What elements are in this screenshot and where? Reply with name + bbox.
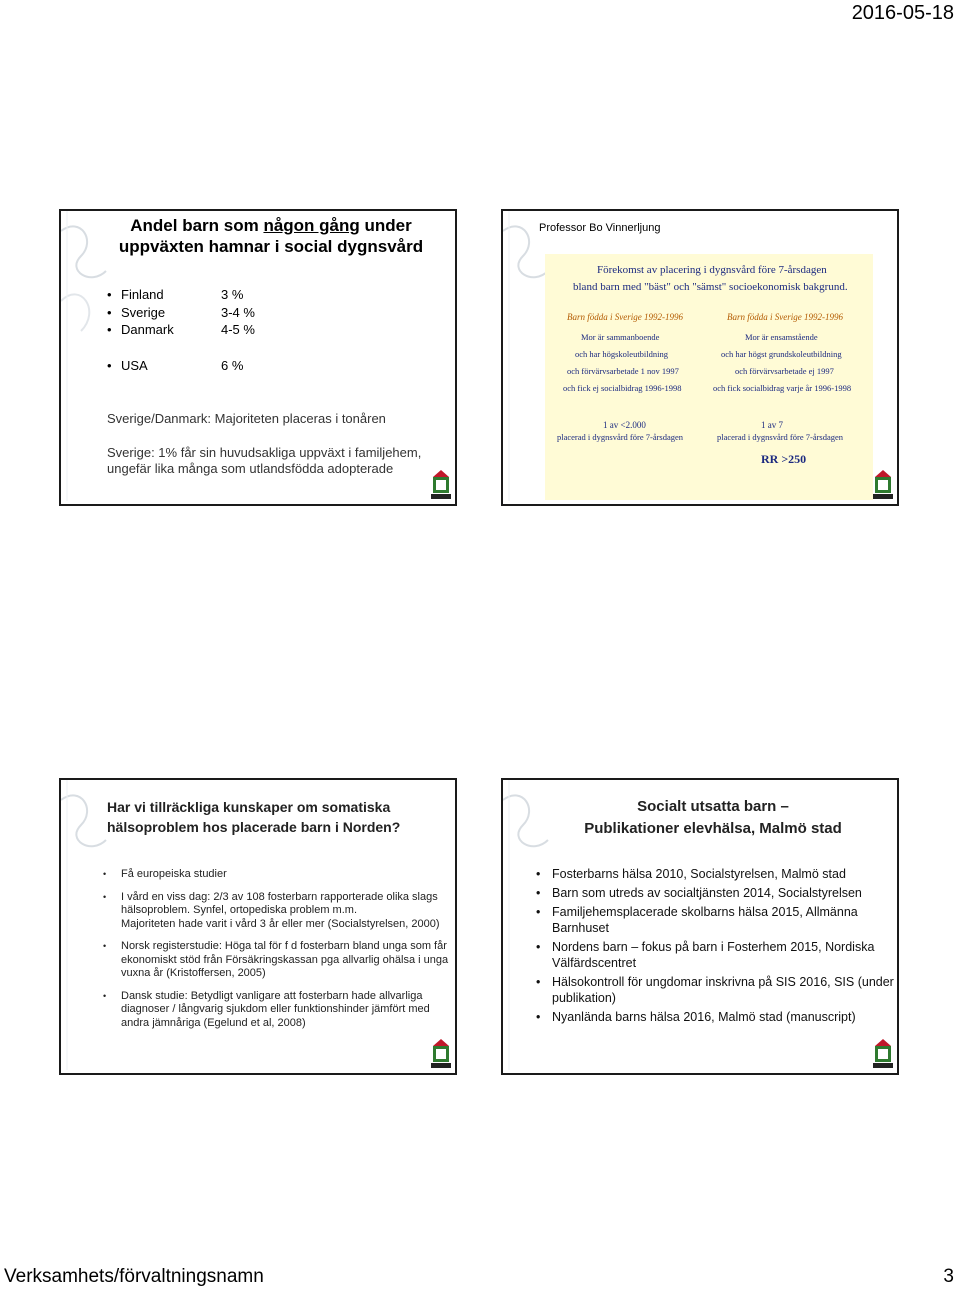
malmo-logo-icon [427,1038,455,1070]
list-item: • Få europeiska studier [103,868,453,882]
malmo-logo-icon [869,469,897,501]
slide-4 [501,778,899,1075]
country-list [101,287,255,375]
list-item: • Familjehemsplacerade skolbarns hälsa 2015, Allmänna Barnhuset [534,904,894,936]
list-item: • Danmark 4-5 % [101,322,255,340]
slide-2-header: Professor Bo Vinnerljung [539,222,661,234]
page-number: 3 [943,1266,954,1287]
list-item: • Norsk registerstudie: Höga tal för f d fosterbarn bland unga som får ekonomiskt stöd från Försäkringskassan pga allvarlig ohälsa i unga vuxna år (Kristoffersen, 2005) [103,940,453,981]
list-item: • USA 6 % [101,358,255,376]
list-item: • Hälsokontroll för ungdomar inskrivna på SIS 2016, SIS (under publikation) [534,974,894,1006]
list-item: • Nyanlända barns hälsa 2016, Malmö stad (manuscript) [534,1009,894,1025]
slide-3 [59,778,457,1075]
slide-3-title: Har vi tillräckliga kunskaper om somatiska hälsoproblem hos placerade barn i Norden? [107,799,401,835]
scanned-figure: Förekomst av placering i dygnsvård före 7-årsdagen bland barn med "bäst" och "sämst" socioekonomisk bakgrund. Barn födda i Sverige 1992-1996 Mor är sammanboende och har högskoleutbildning och förvärvsarbetade 1 nov 1997 och fick ej socialbidrag 1996-1998 Barn födda i Sverige 1992-1996 Mor är ensamstående och har högst grundskoleutbildning och förvärvsarbetade ej 1997 och fick socialbidrag varje år 1996-1998 1 av <2.000 placerad i dygnsvård före 7-årsdagen 1 av 7 placerad i dygnsvård före 7-årsdagen RR >250 [545,254,873,500]
publication-list [534,866,894,1028]
slide-2 [501,209,899,506]
slide-1-text: Sverige/Danmark: Majoriteten placeras i tonåren [107,411,386,426]
malmo-logo-icon [869,1038,897,1070]
slide-3-list [103,868,453,1039]
list-item: • I vård en viss dag: 2/3 av 108 fosterbarn rapporterade olika slags hälsoproblem. Synfel, ortopediska problem m.m. [103,891,453,918]
slide-4-title: Socialt utsatta barn – Publikationer elevhälsa, Malmö stad [584,798,842,837]
list-item: • Sverige 3-4 % [101,305,255,323]
list-item: • Finland 3 % [101,287,255,305]
footer-org-name: Verksamhets/förvaltningsnamn [4,1266,264,1287]
slide-1 [59,209,457,506]
list-item: • Nordens barn – fokus på barn i Fosterhem 2015, Nordiska Välfärdscentret [534,939,894,971]
page-date: 2016-05-18 [851,2,954,24]
slide-1-text: Sverige: 1% får sin huvudsakliga uppväxt i familjehem, ungefär lika många som utlandsfödda adopterade [107,445,422,476]
list-item: Majoriteten hade varit i vård 3 år eller mer (Socialstyrelsen, 2000) [121,917,440,930]
list-item: • Barn som utreds av socialtjänsten 2014, Socialstyrelsen [534,885,894,901]
list-item: • Dansk studie: Betydligt vanligare att fosterbarn hade allvarliga diagnoser / långvarig sjukdom eller funktionshinder jämfört med andra jämnåriga (Egelund et al, 2008) [103,990,453,1031]
malmo-logo-icon [427,469,455,501]
list-item: • Fosterbarns hälsa 2010, Socialstyrelsen, Malmö stad [534,866,894,882]
slide-1-title: Andel barn som någon gång under uppväxten hamnar i social dygnsvård [118,216,424,256]
